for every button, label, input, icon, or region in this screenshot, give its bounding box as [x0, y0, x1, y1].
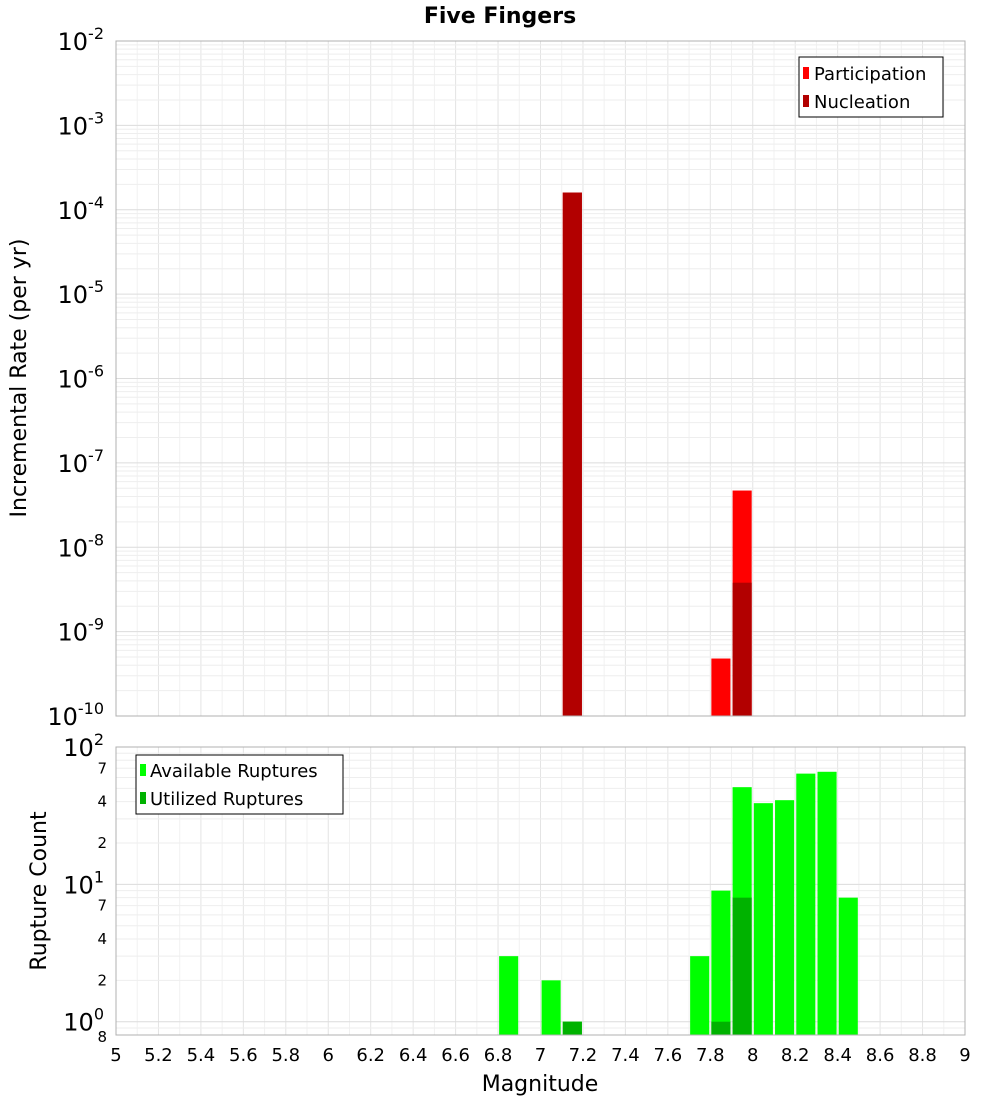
rate-plot-y-label: Incremental Rate (per yr)	[7, 238, 32, 518]
rate-nucleation-bar	[733, 583, 752, 716]
count-utilized-ruptures-bar	[733, 898, 752, 1035]
y-tick-label: $10^{-8}$	[57, 530, 104, 563]
count-available-ruptures-bar	[817, 772, 836, 1035]
x-tick-label: 5.6	[229, 1045, 258, 1066]
y-tick-label-minor: 7	[97, 896, 107, 915]
count-plot-y-ticks	[63, 730, 107, 1046]
count-available-ruptures-bar	[690, 956, 709, 1035]
rate-participation-bar	[711, 659, 730, 716]
count-available-ruptures-bar	[796, 774, 815, 1035]
legend-swatch-nucleation	[803, 95, 809, 107]
legend-swatch-utilized	[140, 792, 146, 804]
legend-swatch-available	[140, 764, 146, 776]
count-utilized-ruptures-bar	[711, 1022, 730, 1035]
x-tick-label: 7.2	[568, 1045, 598, 1066]
x-tick-label: 8.8	[908, 1045, 937, 1066]
x-tick-label: 6	[322, 1045, 334, 1066]
count-plot-y-label: Rupture Count	[27, 811, 52, 971]
x-tick-label: 6.8	[483, 1045, 513, 1066]
x-tick-label: 7.8	[695, 1045, 725, 1066]
y-tick-label-minor: 4	[97, 792, 107, 811]
x-tick-label: 8.4	[823, 1045, 852, 1066]
x-tick-label: 6.4	[398, 1045, 428, 1066]
y-tick-label-minor: 8	[97, 1028, 107, 1046]
x-tick-label: 5	[110, 1045, 122, 1066]
count-plot-legend	[136, 755, 343, 814]
legend-swatch-participation	[803, 67, 809, 79]
rate-plot-y-ticks	[47, 24, 104, 731]
count-available-ruptures-bar	[499, 956, 518, 1035]
rupture-count-plot	[27, 730, 971, 1097]
count-available-ruptures-bar	[711, 891, 730, 1035]
count-available-ruptures-bar	[839, 898, 858, 1035]
rate-plot-legend	[799, 57, 943, 117]
rate-nucleation-bar	[563, 193, 582, 716]
x-tick-label: 9	[959, 1045, 971, 1066]
x-tick-label: 8	[747, 1045, 759, 1066]
y-tick-label-minor: 4	[97, 930, 107, 948]
y-tick-label: $10^{-10}$	[47, 699, 104, 731]
chart-title: Five Fingers	[423, 4, 577, 29]
legend-label-participation: Participation	[814, 64, 927, 85]
count-available-ruptures-bar	[542, 980, 561, 1035]
x-tick-label: 7.6	[653, 1045, 683, 1066]
y-tick-label-minor: 7	[97, 759, 107, 778]
y-tick-label: $10^{-3}$	[57, 108, 104, 141]
count-utilized-ruptures-bar	[563, 1022, 582, 1035]
magnitude-x-ticks	[110, 1045, 970, 1066]
x-axis-label: Magnitude	[481, 1072, 599, 1097]
x-tick-label: 7	[534, 1045, 547, 1066]
y-tick-label: $10^2$	[63, 730, 104, 762]
y-tick-label-minor: 2	[97, 834, 107, 852]
x-tick-label: 6.2	[356, 1045, 386, 1066]
legend-label-nucleation: Nucleation	[814, 92, 911, 113]
y-tick-label: $10^{-7}$	[57, 445, 104, 478]
y-tick-label: $10^1$	[63, 867, 104, 900]
y-tick-label: $10^{-9}$	[57, 614, 104, 647]
count-available-ruptures-bar	[775, 800, 794, 1035]
x-tick-label: 6.6	[441, 1045, 470, 1066]
x-tick-label: 8.6	[865, 1045, 895, 1066]
y-tick-label: $10^{-2}$	[57, 24, 104, 56]
rate-plot	[7, 24, 965, 731]
x-tick-label: 5.2	[144, 1045, 173, 1066]
x-tick-label: 5.4	[186, 1045, 216, 1066]
x-tick-label: 8.2	[780, 1045, 810, 1066]
legend-label-utilized: Utilized Ruptures	[150, 789, 304, 810]
x-tick-label: 7.4	[611, 1045, 640, 1066]
x-tick-label: 5.8	[271, 1045, 301, 1066]
y-tick-label-minor: 2	[97, 971, 107, 990]
rate-plot-grid	[116, 41, 965, 716]
y-tick-label: $10^{-5}$	[57, 277, 104, 310]
y-tick-label: $10^0$	[63, 1004, 104, 1037]
y-tick-label: $10^{-4}$	[57, 192, 104, 225]
y-tick-label: $10^{-6}$	[57, 361, 104, 394]
count-available-ruptures-bar	[754, 803, 773, 1035]
legend-label-available: Available Ruptures	[150, 761, 318, 782]
